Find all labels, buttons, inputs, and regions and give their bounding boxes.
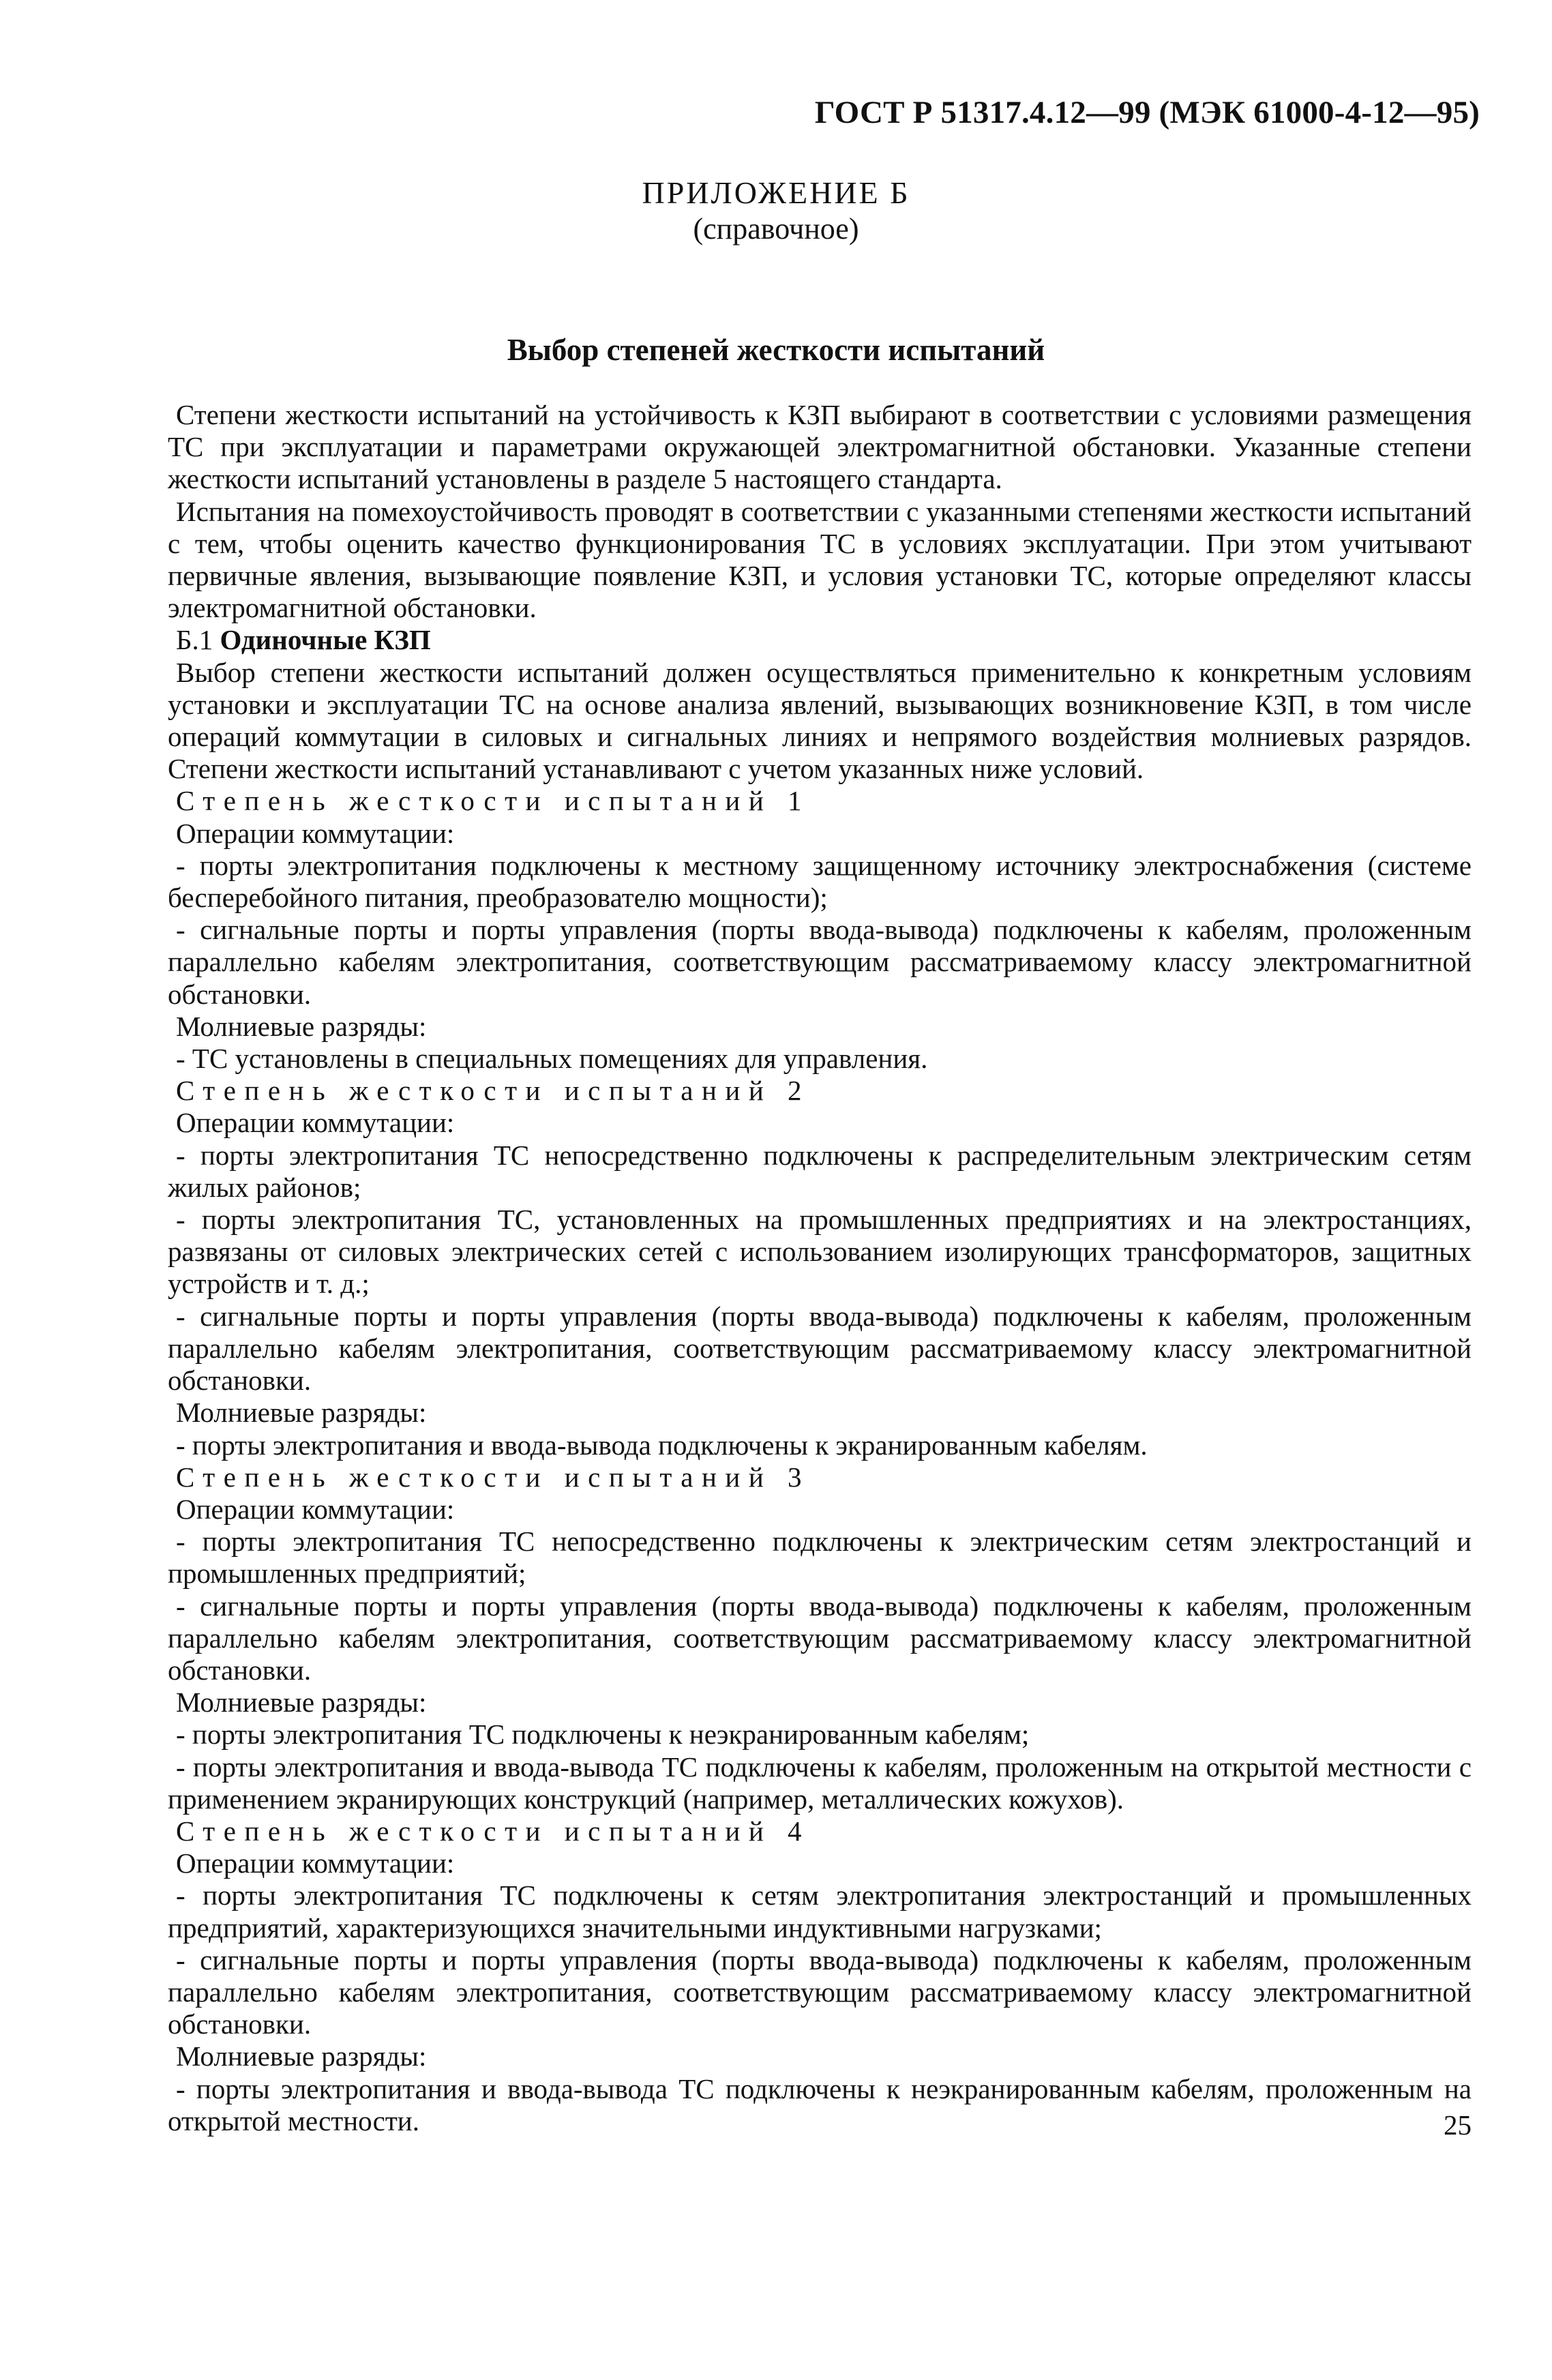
page-number: 25 xyxy=(1444,2109,1472,2141)
level-2-switching-item: - сигнальные порты и порты управления (порты ввода-вывода) подключены к кабелям, проложенным параллельно кабелям электропитания, соответствующим рассматриваемому классу электромагнитной обстановки. xyxy=(168,1300,1472,1397)
level-2-lightning-item: - порты электропитания и ввода-вывода подключены к экранированным кабелям. xyxy=(176,1429,1148,1461)
level-4-lightning-label: Молниевые разряды: xyxy=(176,2040,427,2072)
level-1-lightning-item: - ТС установлены в специальных помещениях для управления. xyxy=(176,1043,928,1075)
level-2-lightning-label: Молниевые разряды: xyxy=(176,1397,427,1429)
level-2-heading: Степень жесткости испытаний 2 xyxy=(176,1075,811,1107)
level-2-switching-label: Операции коммутации: xyxy=(176,1107,455,1139)
level-3-switching-item: - порты электропитания ТС непосредственно подключены к электрическим сетям электростанций и промышленных предприятий; xyxy=(168,1526,1472,1590)
level-1-heading: Степень жесткости испытаний 1 xyxy=(176,785,811,817)
level-1-switching-item: - порты электропитания подключены к местному защищенному источнику электроснабжения (системе бесперебойного питания, преобразователю мощности); xyxy=(168,849,1472,914)
level-2-switching-item: - порты электропитания ТС непосредственно подключены к распределительным электрическим сетям жилых районов; xyxy=(168,1139,1472,1203)
level-3-switching-label: Операции коммутации: xyxy=(176,1493,455,1525)
intro-paragraph-2: Испытания на помехоустойчивость проводят в соответствии с указанными степенями жесткости испытаний с тем, чтобы оценить качество функционирования ТС в условиях эксплуатации. При этом учитывают первичные явления, вызывающие появление КЗП, и условия установки ТС, которые определяют классы электромагнитной обстановки. xyxy=(168,495,1472,624)
level-4-switching-item: - порты электропитания ТС подключены к сетям электропитания электростанций и промышленных предприятий, характеризующихся значительными индуктивными нагрузками; xyxy=(168,1879,1472,1944)
level-3-lightning-item: - порты электропитания и ввода-вывода ТС подключены к кабелям, проложенным на открытой местности с применением экранирующих конструкций (например, металлических кожухов). xyxy=(168,1751,1472,1815)
level-1-switching-item: - сигнальные порты и порты управления (порты ввода-вывода) подключены к кабелям, проложенным параллельно кабелям электропитания, соответствующим рассматриваемому классу электромагнитной обстановки. xyxy=(168,914,1472,1010)
document-title: Выбор степеней жесткости испытаний xyxy=(507,333,1045,367)
annex-title: ПРИЛОЖЕНИЕ Б xyxy=(642,175,910,210)
level-3-lightning-item: - порты электропитания ТС подключены к неэкранированным кабелям; xyxy=(176,1719,1030,1751)
section-b1-text: Выбор степени жесткости испытаний должен осуществляться применительно к конкретным условиям установки и эксплуатации ТС на основе анализа явлений, вызывающих возникновение КЗП, в том числе операций коммутации в силовых и сигнальных линиях и непрямого воздействия молниевых разрядов. Степени жесткости испытаний устанавливают с учетом указанных ниже условий. xyxy=(168,656,1472,785)
section-b1-heading xyxy=(168,624,1472,656)
standard-header: ГОСТ Р 51317.4.12—99 (МЭК 61000-4-12—95) xyxy=(814,95,1480,130)
level-4-heading: Степень жесткости испытаний 4 xyxy=(176,1815,811,1847)
intro-paragraph-1: Степени жесткости испытаний на устойчивость к КЗП выбирают в соответствии с условиями размещения ТС при эксплуатации и параметрами окружающей электромагнитной обстановки. Указанные степени жесткости испытаний установлены в разделе 5 настоящего стандарта. xyxy=(168,399,1472,495)
section-b1-title: Одиночные КЗП xyxy=(220,624,431,656)
section-b1-number: Б.1 xyxy=(176,624,213,656)
level-4-lightning-item: - порты электропитания и ввода-вывода ТС подключены к неэкранированным кабелям, проложенным на открытой местности. xyxy=(168,2072,1472,2137)
annex-subtitle: (справочное) xyxy=(693,212,859,246)
level-1-switching-label: Операции коммутации: xyxy=(176,817,455,849)
document-body xyxy=(168,399,1472,2137)
level-2-switching-item: - порты электропитания ТС, установленных на промышленных предприятиях и на электростанциях, развязаны от силовых электрических сетей с использованием изолирующих трансформаторов, защитных устройств и т. д.; xyxy=(168,1204,1472,1300)
level-4-switching-item: - сигнальные порты и порты управления (порты ввода-вывода) подключены к кабелям, проложенным параллельно кабелям электропитания, соответствующим рассматриваемому классу электромагнитной обстановки. xyxy=(168,1944,1472,2040)
level-1-lightning-label: Молниевые разряды: xyxy=(176,1010,427,1042)
level-3-heading: Степень жесткости испытаний 3 xyxy=(176,1461,811,1493)
level-4-switching-label: Операции коммутации: xyxy=(176,1847,455,1879)
level-3-lightning-label: Молниевые разряды: xyxy=(176,1686,427,1719)
level-3-switching-item: - сигнальные порты и порты управления (порты ввода-вывода) подключены к кабелям, проложенным параллельно кабелям электропитания, соответствующим рассматриваемому классу электромагнитной обстановки. xyxy=(168,1590,1472,1686)
